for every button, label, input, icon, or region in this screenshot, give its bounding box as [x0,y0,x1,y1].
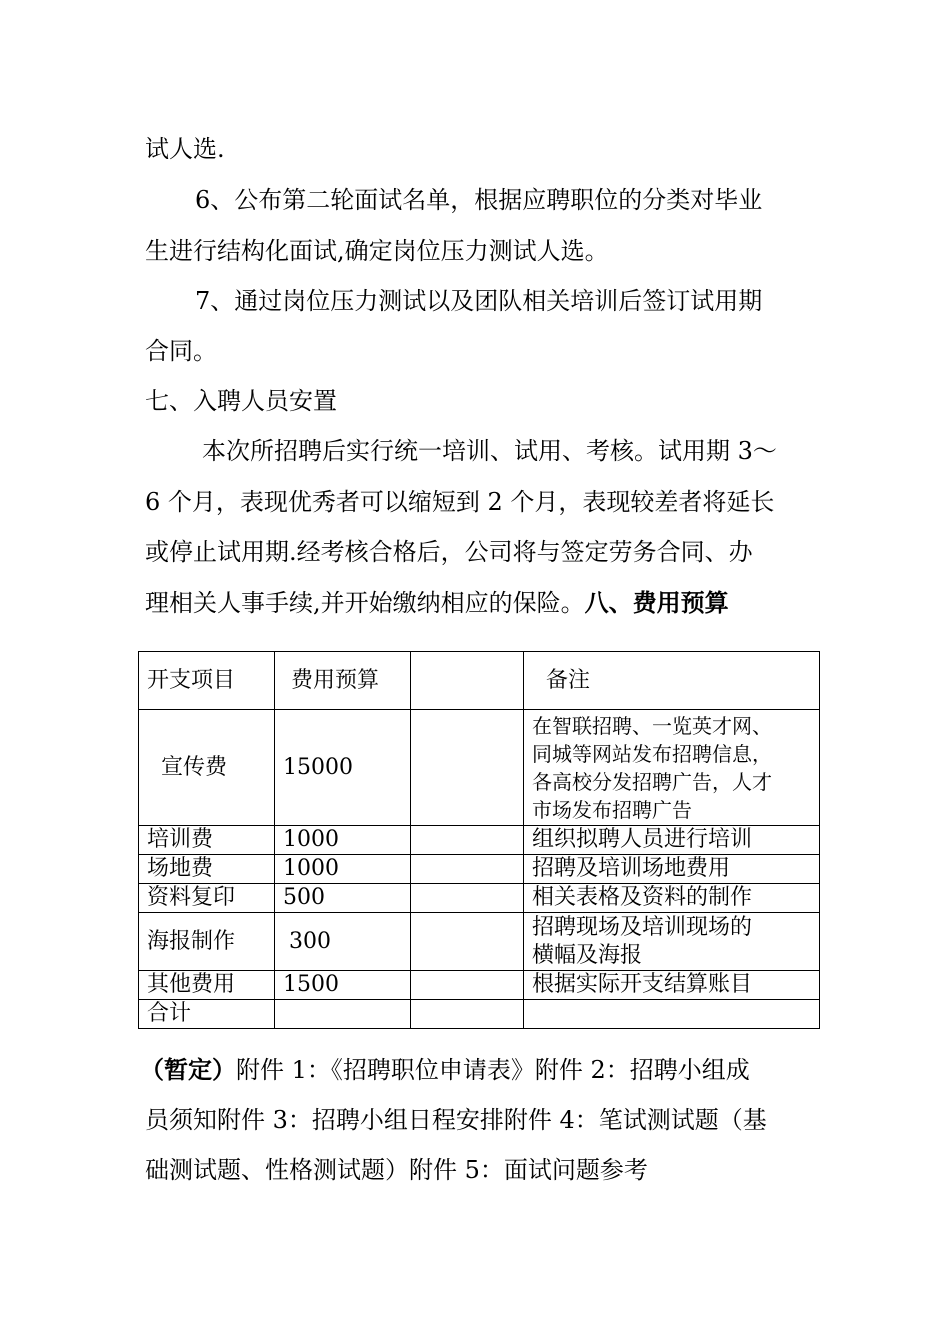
table-row [139,913,820,971]
paragraph-line: 础测试题、性格测试题）附件 5：面试问题参考 [145,1156,648,1184]
budget-cell [275,1000,411,1029]
note-line: 各高校分发招聘广告，人才 [532,769,772,794]
paragraph-line [140,1058,750,1082]
table-row [139,826,820,855]
note-cell [524,913,820,971]
paragraph-line: 本次所招聘后实行统一培训、试用、考核。试用期 3～ [202,437,777,465]
note-cell [524,710,820,826]
header-cell: 开支项目 [139,652,275,710]
note-line: 在智联招聘、一览英才网、 [532,713,772,738]
item-cell: 资料复印 [139,884,275,913]
note-line: 招聘现场及培训现场的 [532,914,753,940]
paragraph-text: 附件 1：《招聘职位申请表》附件 2：招聘小组成 [236,1056,750,1084]
table-row [139,971,820,1000]
extra-cell [411,913,524,971]
budget-cell: 15000 [275,710,411,826]
note-cell: 根据实际开支结算账目 [524,971,820,1000]
extra-cell [411,826,524,855]
table-row [139,1000,820,1029]
paragraph-line: 合同。 [145,337,217,365]
note-line: 同城等网站发布招聘信息， [532,741,772,766]
note-cell: 组织拟聘人员进行培训 [524,826,820,855]
note-cell [524,1000,820,1029]
tentative-label: （暂定） [140,1056,236,1084]
extra-cell [411,971,524,1000]
extra-cell [411,710,524,826]
paragraph-line: 试人选. [145,135,225,163]
table-header-row [139,652,820,710]
budget-cell: 1000 [275,826,411,855]
budget-table [138,651,820,1029]
paragraph-line: 或停止试用期.经考核合格后，公司将与签定劳务合同、办 [145,538,753,566]
paragraph-line: 6、公布第二轮面试名单，根据应聘职位的分类对毕业 [195,186,763,214]
paragraph-line: 生进行结构化面试,确定岗位压力测试人选。 [145,237,609,265]
section-heading: 八、费用预算 [584,589,729,617]
budget-cell: 500 [275,884,411,913]
header-cell: 备注 [524,652,820,710]
budget-cell: 1000 [275,855,411,884]
item-cell: 培训费 [139,826,275,855]
item-cell: 场地费 [139,855,275,884]
table-row [139,710,820,826]
header-cell: 费用预算 [275,652,411,710]
table-row [139,884,820,913]
header-cell [411,652,524,710]
note-cell: 相关表格及资料的制作 [524,884,820,913]
budget-cell: 300 [275,913,411,971]
extra-cell [411,1000,524,1029]
item-cell: 宣传费 [139,710,275,826]
extra-cell [411,855,524,884]
item-cell: 其他费用 [139,971,275,1000]
paragraph-text: 理相关人事手续,并开始缴纳相应的保险。 [145,589,585,617]
paragraph-line: 员须知附件 3：招聘小组日程安排附件 4：笔试测试题（基 [145,1106,767,1134]
note-line: 市场发布招聘广告 [532,797,692,822]
paragraph-line [145,591,729,615]
item-cell: 合计 [139,1000,275,1029]
extra-cell [411,884,524,913]
section-heading: 七、入聘人员安置 [145,387,337,415]
paragraph-line: 6 个月，表现优秀者可以缩短到 2 个月，表现较差者将延长 [145,488,775,516]
budget-cell: 1500 [275,971,411,1000]
note-line: 横幅及海报 [532,942,643,968]
table-row [139,855,820,884]
note-cell: 招聘及培训场地费用 [524,855,820,884]
paragraph-line: 7、通过岗位压力测试以及团队相关培训后签订试用期 [195,287,763,315]
item-cell: 海报制作 [139,913,275,971]
